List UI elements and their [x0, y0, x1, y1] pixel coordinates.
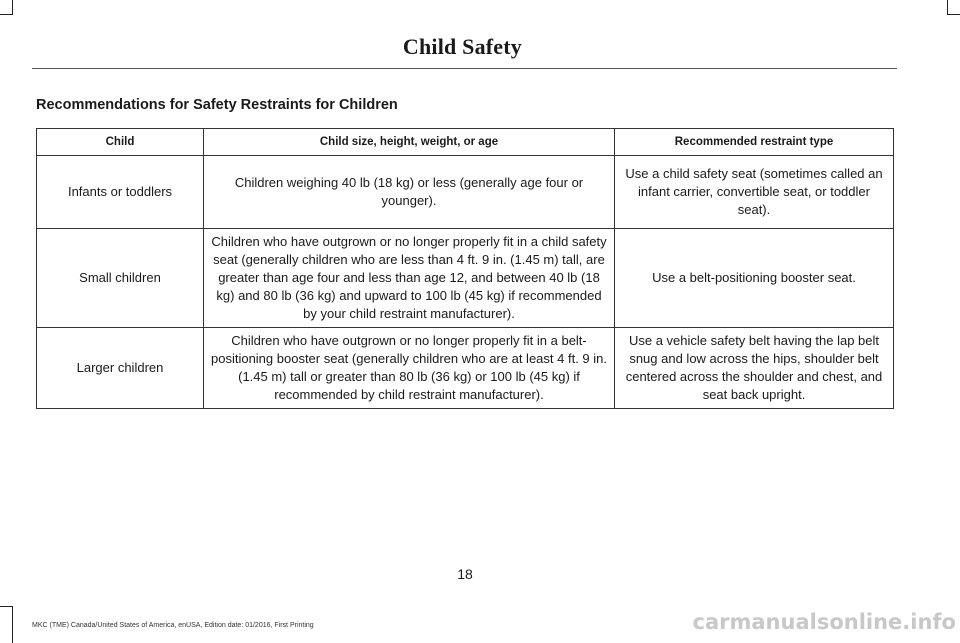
cell-size: Children who have outgrown or no longer properly fit in a belt-positioning booster seat (generally children who are at least 4 ft. 9 in. (1.45 m) tall or greater than 80 lb (36 kg) or 100 lb (45 kg) if recommended by child restraint manufacturer). — [204, 328, 615, 409]
crop-mark-bottom-left-vertical — [12, 606, 13, 643]
site-watermark: carmanualsonline.info — [692, 610, 956, 634]
crop-mark-top-left-horizontal — [0, 14, 13, 15]
crop-mark-top-right-vertical — [947, 0, 948, 14]
title-divider — [32, 68, 897, 69]
table-row — [37, 328, 894, 409]
crop-mark-top-right-horizontal — [947, 14, 960, 15]
crop-mark-bottom-left-horizontal — [0, 606, 13, 607]
table-row — [37, 156, 894, 229]
restraint-recommendations-table — [36, 128, 894, 409]
cell-child: Infants or toddlers — [37, 156, 204, 229]
section-heading: Recommendations for Safety Restraints for Children — [36, 97, 398, 113]
page-title: Child Safety — [402, 34, 522, 59]
page-number: 18 — [457, 566, 473, 582]
cell-child: Small children — [37, 229, 204, 328]
column-header-restraint: Recommended restraint type — [615, 129, 894, 156]
cell-child: Larger children — [37, 328, 204, 409]
cell-restraint: Use a child safety seat (sometimes called an infant carrier, convertible seat, or toddler seat). — [615, 156, 894, 229]
table-row — [37, 229, 894, 328]
column-header-size: Child size, height, weight, or age — [204, 129, 615, 156]
edition-footer: MKC (TME) Canada/United States of America, enUSA, Edition date: 01/2016, First Printing — [32, 622, 314, 629]
cell-restraint: Use a vehicle safety belt having the lap belt snug and low across the hips, shoulder belt centered across the shoulder and chest, and seat back upright. — [615, 328, 894, 409]
table-header-row — [37, 129, 894, 156]
cell-size: Children weighing 40 lb (18 kg) or less (generally age four or younger). — [204, 156, 615, 229]
cell-size: Children who have outgrown or no longer properly fit in a child safety seat (generally children who are less than 4 ft. 9 in. (1.45 m) tall, are greater than age four and less than age 12, and between 40 lb (18 kg) and 80 lb (36 kg) and upward to 100 lb (45 kg) if recommended by your child restraint manufacturer). — [204, 229, 615, 328]
column-header-child: Child — [37, 129, 204, 156]
cell-restraint: Use a belt-positioning booster seat. — [615, 229, 894, 328]
crop-mark-top-left-vertical — [12, 0, 13, 14]
